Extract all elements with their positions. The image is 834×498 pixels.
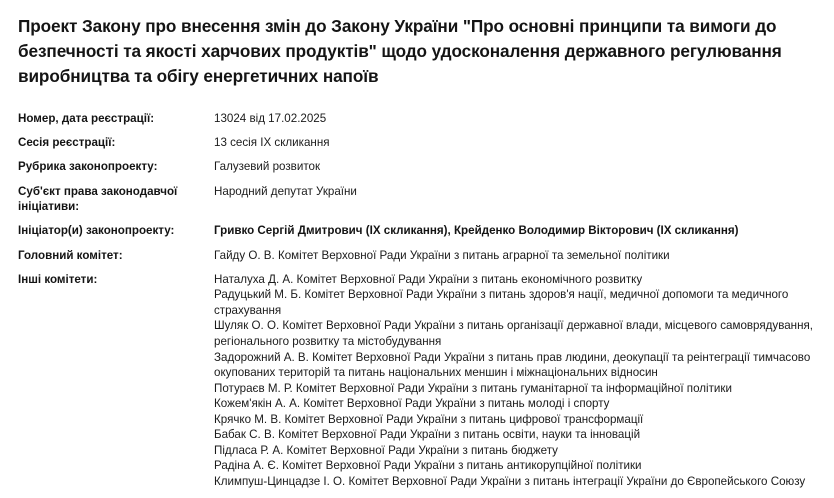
table-row xyxy=(18,159,816,183)
field-label-main-committee: Головний комітет: xyxy=(18,248,123,262)
field-value-main-committee: Гайду О. В. Комітет Верховної Ради України з питань аграрної та земельної політики xyxy=(214,248,670,262)
field-value-subject: Народний депутат України xyxy=(214,184,357,198)
field-label-other-committees: Інші комітети: xyxy=(18,272,98,286)
table-row xyxy=(18,184,816,224)
list-item: Радуцький М. Б. Комітет Верховної Ради України з питань здоров'я нації, медичної допомоги та медичного страхування xyxy=(214,288,789,317)
field-value-initiators: Гривко Сергій Дмитрович (IX скликання), Крейденко Володимир Вікторович (IX скликання) xyxy=(214,224,739,238)
list-item: Потураєв М. Р. Комітет Верховної Ради України з питань гуманітарної та інформаційної політики xyxy=(214,381,732,395)
list-item: Бабак С. В. Комітет Верховної Ради України з питань освіти, науки та інновацій xyxy=(214,428,641,442)
table-row xyxy=(18,111,816,135)
field-value-rubric: Галузевий розвиток xyxy=(214,160,321,174)
page-title: Проект Закону про внесення змін до Закону України "Про основні принципи та вимоги до безпечності та якості харчових продуктів" щодо удосконалення державного регулювання виробництва та обігу енергетичних напоїв xyxy=(18,16,782,86)
list-item: Климпуш-Цинцадзе І. О. Комітет Верховної Ради України з питань інтеграції України до Європейського Союзу xyxy=(214,474,806,488)
bill-metadata-table xyxy=(18,111,816,498)
field-label-subject: Суб'єкт права законодавчої ініціативи: xyxy=(18,184,178,213)
field-label-rubric: Рубрика законопроекту: xyxy=(18,160,158,174)
table-row xyxy=(18,223,816,247)
table-row xyxy=(18,135,816,159)
list-item: Шуляк О. О. Комітет Верховної Ради України з питань організації державної влади, місцевого самоврядування, регіонального розвитку та містобудування xyxy=(214,319,813,349)
field-label-initiators: Ініціатор(и) законопроекту: xyxy=(18,224,175,238)
list-item: Задорожний А. В. Комітет Верховної Ради України з питань прав людини, деокупації та реінтеграції тимчасово окупованих територій та питань національних меншин і міжнаціональних відносин xyxy=(214,350,811,380)
table-row xyxy=(18,272,816,498)
field-label-session: Сесія реєстрації: xyxy=(18,136,116,150)
list-item: Крячко М. В. Комітет Верховної Ради України з питань цифрової трансформації xyxy=(214,412,644,426)
field-label-registration-number: Номер, дата реєстрації: xyxy=(18,111,155,125)
field-value-other-committees xyxy=(214,272,816,498)
field-value-session: 13 сесія IX скликання xyxy=(214,136,330,150)
list-item: Радіна А. Є. Комітет Верховної Ради України з питань антикорупційної політики xyxy=(214,459,642,473)
list-item: Кожем'якін А. А. Комітет Верховної Ради України з питань молоді і спорту xyxy=(214,397,610,411)
list-item: Наталуха Д. А. Комітет Верховної Ради України з питань економічного розвитку xyxy=(214,272,643,286)
list-item: Підласа Р. А. Комітет Верховної Ради України з питань бюджету xyxy=(214,443,558,457)
field-value-registration-number: 13024 від 17.02.2025 xyxy=(214,111,327,125)
table-row xyxy=(18,248,816,272)
